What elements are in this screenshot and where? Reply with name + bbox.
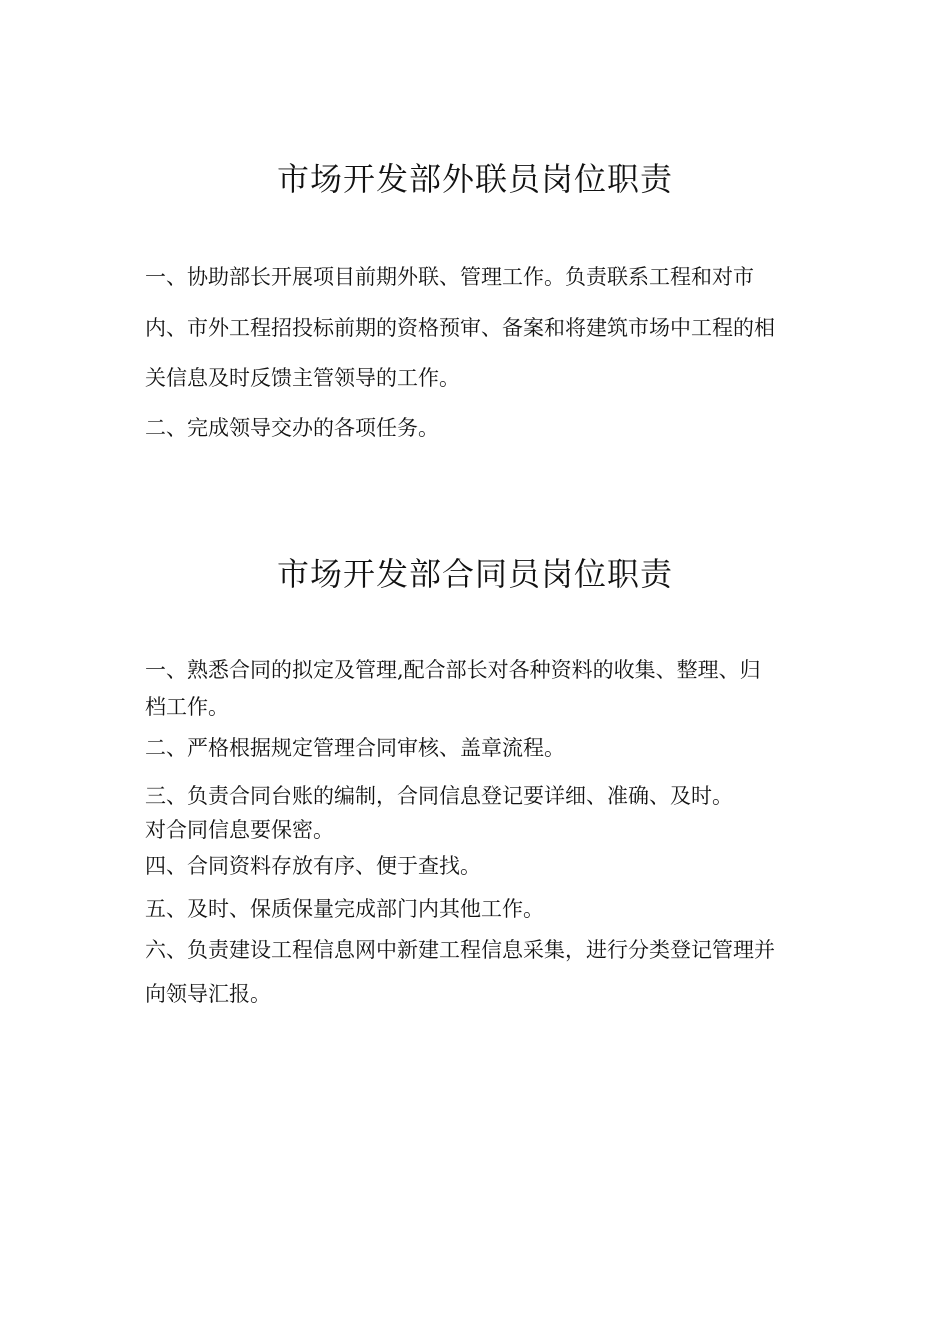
section1-line-3: 关信息及时反馈主管领导的工作。 <box>145 366 460 390</box>
section1-line-2: 内、市外工程招投标前期的资格预审、备案和将建筑市场中工程的相 <box>145 316 775 340</box>
section1-line-1: 一、协助部长开展项目前期外联、管理工作。负责联系工程和对市 <box>145 265 754 289</box>
section2-title: 市场开发部合同员岗位职责 <box>276 555 673 593</box>
section2-line-3: 二、严格根据规定管理合同审核、盖章流程。 <box>145 736 565 760</box>
section1-line-4: 二、完成领导交办的各项任务。 <box>145 416 439 440</box>
section2-line-6: 四、合同资料存放有序、便于查找。 <box>145 854 481 878</box>
section2-line-8: 六、负责建设工程信息网中新建工程信息采集，进行分类登记管理并 <box>145 938 775 962</box>
section1-title: 市场开发部外联员岗位职责 <box>276 160 673 198</box>
section2-line-7: 五、及时、保质保量完成部门内其他工作。 <box>145 897 544 921</box>
section2-line-5: 对合同信息要保密。 <box>145 818 334 842</box>
section2-line-9: 向领导汇报。 <box>145 982 271 1006</box>
section2-line-2: 档工作。 <box>145 695 229 719</box>
section2-line-1: 一、熟悉合同的拟定及管理,配合部长对各种资料的收集、整理、归 <box>145 658 761 682</box>
section2-line-4: 三、负责合同台账的编制，合同信息登记要详细、准确、及时。 <box>145 784 733 808</box>
